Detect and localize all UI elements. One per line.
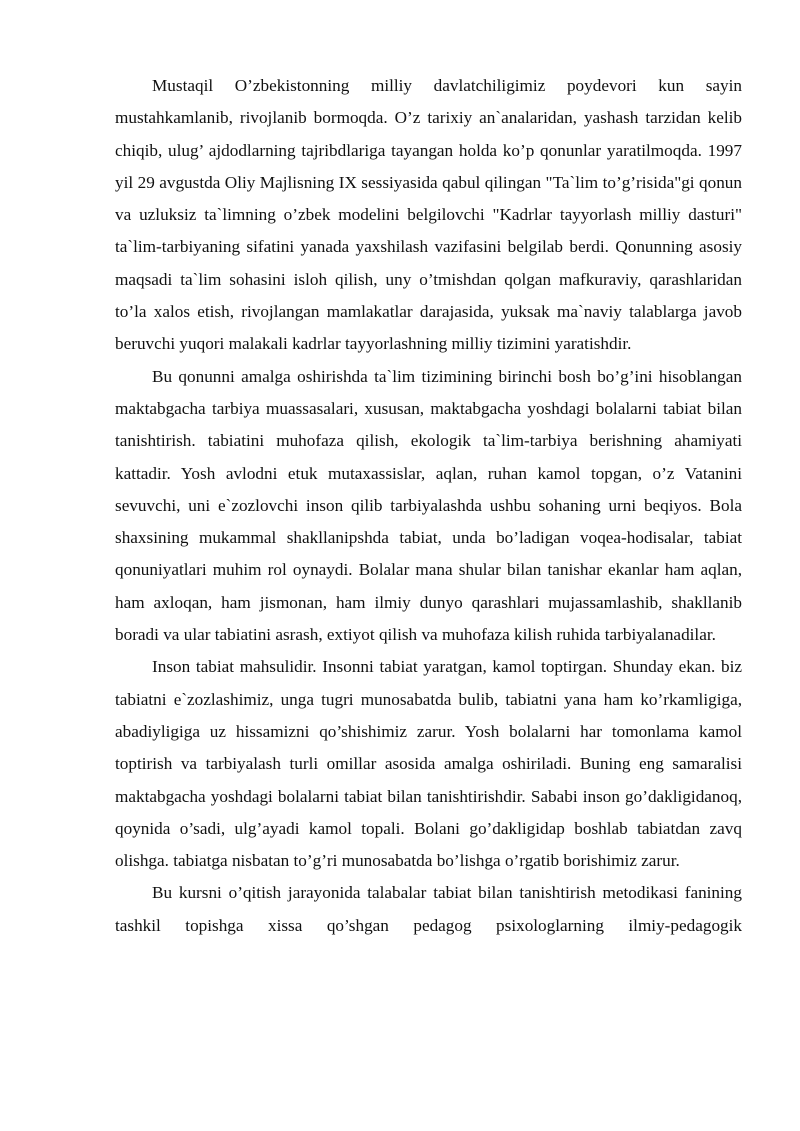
document-page (115, 70, 742, 942)
paragraph-3: Inson tabiat mahsulidir. Insonni tabiat yaratgan, kamol toptirgan. Shunday ekan. biz tabiatni e`zozlashimiz, unga tugri munosabatda bulib, tabiatni yana ham ko’rkamligiga, abadiyligiga uz hissamizni qo’shishimiz zarur. Yosh bolalarni har tomonlama kamol toptirish va tarbiyalash turli omillar asosida amalga oshiriladi. Buning eng samaralisi maktabgacha yoshdagi bolalarni tabiat bilan tanishtirishdir. Sababi inson go’dakligidanoq, qoynida o’sadi, ulg’ayadi kamol topali. Bolani go’dakligidap boshlab tabiatdan zavq olishga. tabiatga nisbatan to’g’ri munosabatda bo’lishga o’rgatib borishimiz zarur. (115, 657, 742, 871)
paragraph-1: Mustaqil O’zbekistonning milliy davlatchiligimiz poydevori kun sayin mustahkamlanib, rivojlanib bormoqda. O’z tarixiy an`analaridan, yashash tarzidan kelib chiqib, ulug’ ajdodlarning tajribdlariga tayangan holda ko’p qonunlar yaratilmoqda. 1997 yil 29 avgustda Oliy Majlisning IX sessiyasida qabul qilingan "Ta`lim to’g’risida"gi qonun va uzluksiz ta`limning o’zbek modelini belgilovchi "Kadrlar tayyorlash milliy dasturi" ta`lim-tarbiyaning sifatini yanada yaxshilash vazifasini belgilab berdi. Qonunning asosiy maqsadi ta`lim sohasini isloh qilish, uny o’tmishdan qolgan mafkuraviy, qarashlaridan to’la xalos etish, rivojlangan mamlakatlar darajasida, yuksak ma`naviy talablarga javob beruvchi yuqori malakali kadrlar tayyorlashning milliy tizimini yaratishdir. (115, 76, 742, 354)
paragraph-4: Bu kursni o’qitish jarayonida talabalar tabiat bilan tanishtirish metodikasi fanining tashkil topishga xissa qo’shgan pedagog psixologlarning ilmiy-pedagogik (115, 883, 742, 935)
paragraph-2: Bu qonunni amalga oshirishda ta`lim tizimining birinchi bosh bo’g’ini hisoblangan maktabgacha tarbiya muassasalari, xususan, maktabgacha yoshdagi bolalarni tabiat bilan tanishtirish. tabiatini muhofaza qilish, ekologik ta`lim-tarbiya berishning ahamiyati kattadir. Yosh avlodni etuk mutaxassislar, aqlan, ruhan kamol topgan, o’z Vatanini sevuvchi, uni e`zozlovchi inson qilib tarbiyalashda ushbu sohaning urni beqiyos. Bola shaxsining mukammal shakllanipshda tabiat, unda bo’ladigan voqea-hodisalar, tabiat qonuniyatlari muhim rol oynaydi. Bolalar mana shular bilan tanishar ekanlar ham aqlan, ham axloqan, ham jismonan, ham ilmiy dunyo qarashlari mujassamlashib, shakllanib boradi va ular tabiatini asrash, extiyot qilish va muhofaza kilish ruhida tarbiyalanadilar. (115, 366, 742, 645)
